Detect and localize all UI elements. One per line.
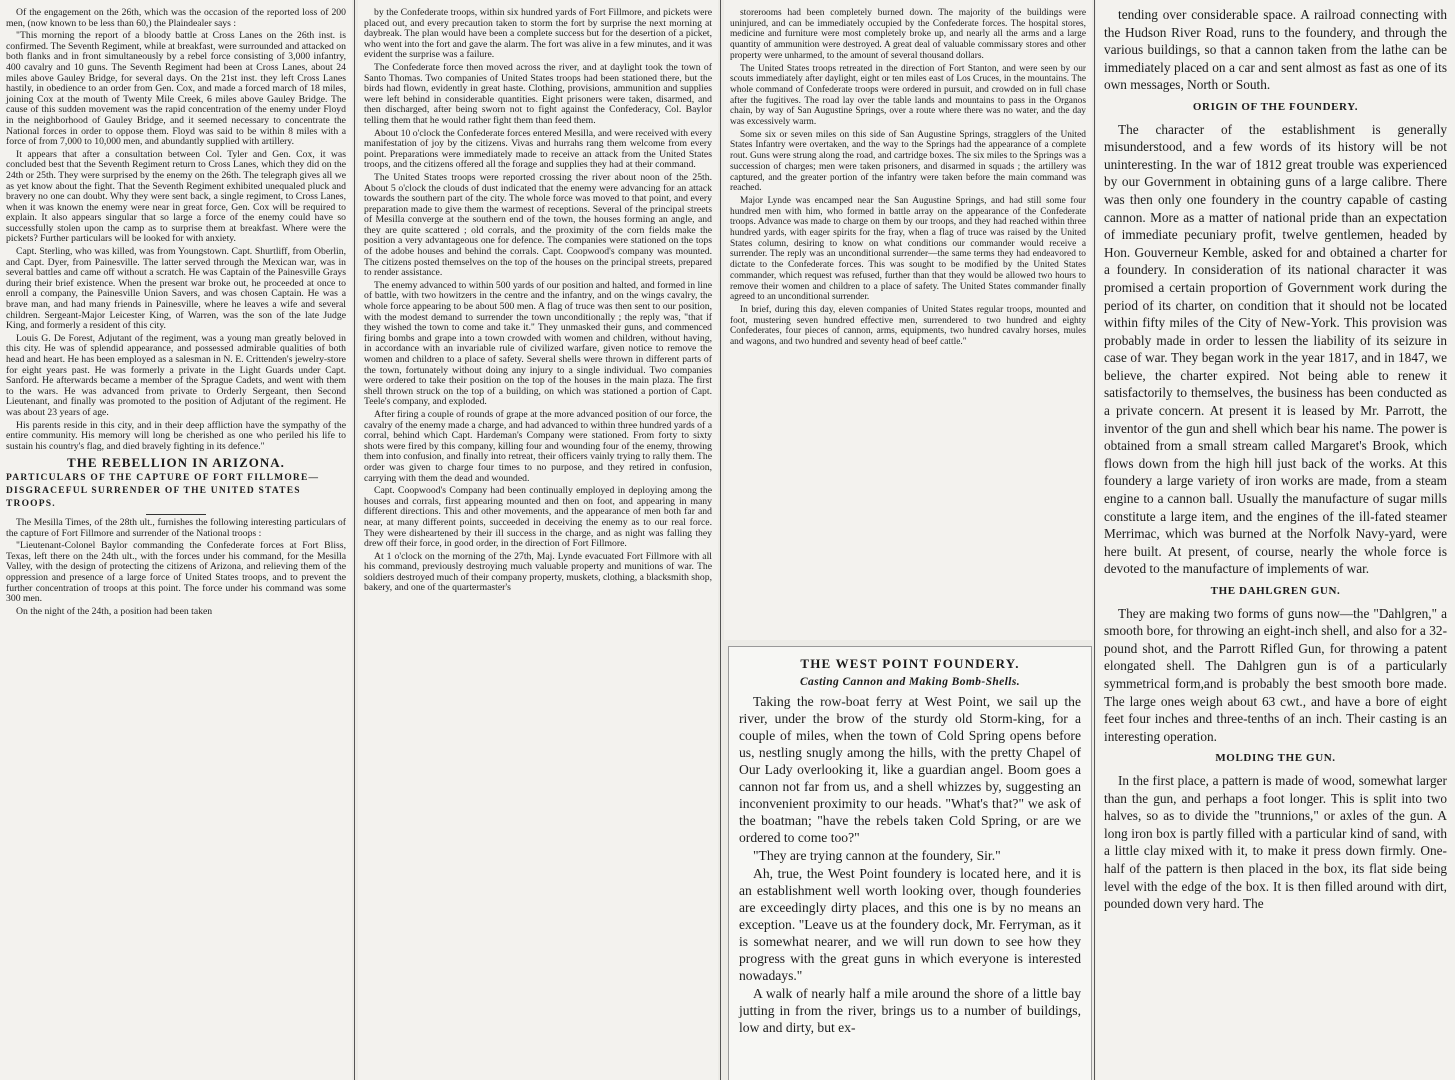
column-3-top: [724, 0, 1092, 640]
headline-west-point-foundery: THE WEST POINT FOUNDERY.: [800, 656, 1020, 671]
article-arizona-continued: [364, 8, 712, 594]
paragraph: The United States troops were reported crossing the river about noon of the 25th. About 5 o'clock the clouds of dust indicated that the enemy were advancing for an attack towards the southern part of the city. The whole force was moved to that point, and every preparation made to give them the warmest of receptions. Several of the principal streets of Mesilla converge at the southern end of the town, the houses forming an angle, and they are quite scattered ; old corrals, and the proximity of the corn fields make the position a very advantageous one for defence. The companies were stationed on the tops of the adobe houses and behind the corrals. Capt. Coopwood's company was mounted. The citizens posted themselves on the top of the houses on the principal streets, prepared to render assistance.: [364, 171, 712, 279]
paragraph: "Lieutenant-Colonel Baylor commanding the Confederate forces at Fort Bliss, Texas, left there on the 24th ult., with the forces under his command, for the Mesilla Valley, with the design of protecting the citizens of Arizona, and relieving them of the oppression and presence of a large force of United States troops, and to prevent the further concentration of troops at this point. The force under his command was some 300 men.: [6, 540, 346, 605]
paragraph: A walk of nearly half a mile around the shore of a little bay jutting in from the river, brings us to a number of buildings, low and dirty, but ex-: [739, 986, 1081, 1035]
subheadline-fort-fillmore: PARTICULARS OF THE CAPTURE OF FORT FILLMORE—DISGRACEFUL SURRENDER OF THE UNITED STATES TROOPS.: [6, 472, 320, 509]
column-rule: [1094, 0, 1095, 1080]
divider: [146, 514, 206, 515]
paragraph: Taking the row-boat ferry at West Point, we sail up the river, under the brow of the sturdy old Storm-king, for a couple of miles, when the town of Cold Spring opens before us, nestling snugly among the hills, with the pretty Chapel of Our Lady overlooking it, like a guardian angel. Boom goes a cannon not far from us, and a shell whizzes by, suggesting an inconvenient proximity to our heads. "What's that?" we ask of the boatman; "have the rebels taken Cold Spring, or are we ordered to come too?": [739, 694, 1081, 845]
paragraph: Louis G. De Forest, Adjutant of the regiment, was a young man greatly beloved in this city. He was of splendid appearance, and possessed admirable qualities of both head and heart. He has been employed as a salesman in N. E. Crittenden's jewelry-store for eight years past. He was formerly a private in the Light Guards under Capt. Sanford. He afterwards became a member of the Sprague Cadets, and went with them to the wars. He was advanced from private to Orderly Sergeant, then Second Lieutenant, and finally was promoted to the position of Adjutant of the regiment. He was about 23 years of age.: [6, 332, 346, 418]
column-3-bottom-clipping: [728, 646, 1092, 1080]
paragraph: In brief, during this day, eleven companies of United States regular troops, mounted and foot, mustering seven hundred effective men, surrendered to two hundred and eighty Confederates, four pieces of cannon, arms, equipments, two hundred cavalry horses, mules and wagons, and two hundred and seventy head of beef cattle.": [730, 304, 1086, 348]
section-head-dahlgren: THE DAHLGREN GUN.: [1210, 585, 1341, 597]
paragraph: by the Confederate troops, within six hundred yards of Fort Fillmore, and pickets were placed out, and every precaution taken to storm the fort by surprise the next morning at daybreak. The plan would have been a complete success but for the desertion of a picket, who went into the fort and gave the alarm. The fort was alive in a few minutes, and it was evident the surprise was a failure.: [364, 7, 712, 61]
column-rule: [720, 0, 721, 1080]
paragraph: Capt. Sterling, who was killed, was from Youngstown. Capt. Shurtliff, from Oberlin, and Capt. Dyer, from Painesville. The latter served through the Mexican war, was in several battles and came off without a scratch. He was Captain of the Painesville Grays during their brief existence. When the present war broke out, he proceeded at once to enroll a company, the Painesville Union Savers, and was chosen Captain. He was a brave man, and had many friends in Painesville, where he leaves a wife and several children. Sergeant-Major Leicester King, of Warren, was the son of the late Judge King, and formerly a resident of this city.: [6, 246, 346, 332]
paragraph: Ah, true, the West Point foundery is located here, and it is an establishment well worth looking over, though founderies are exceedingly dirty places, and this one is by no means an exception. "Leave us at the foundery dock, Mr. Ferryman, as it is somewhat nearer, and we will run down to see how they progress with the great guns in which everyone is interested nowadays.": [739, 866, 1081, 983]
section-head-origin: ORIGIN OF THE FOUNDERY.: [1192, 100, 1359, 113]
paragraph: They are making two forms of guns now—the "Dahlgren," a smooth bore, for throwing an eight-inch shell, and also for a 32-pound shot, and the Parrott Rifled Gun, for throwing a patent elongated shell. The Dahlgren gun is of a particularly symmetrical form,and is probably the best smooth bore made. The large ones weigh about 63 cwt., and have a bore of eight feet four inches and three-tenths of an inch. Their casting is an interesting operation.: [1104, 605, 1447, 744]
paragraph: It appears that after a consultation between Col. Tyler and Gen. Cox, it was concluded best that the Seventh Regiment return to Cross Lanes, which they did on the 24th or 25th. They were surprised by the enemy on the 26th. The telegraph gives all we as yet know about the fight. That the Seventh Regiment exhibited unequaled pluck and bravery no one can doubt. Why they were sent back, a single regiment, to Cross Lanes, when it was known the enemy were near in great force, Gen. Cox will be required to explain. It also appears singular that so large a force of the enemy could have so successfully stolen upon the camp as to surprise them at breakfast. Where were the pickets? Further particulars will be looked for with anxiety.: [6, 148, 346, 245]
paragraph: Major Lynde was encamped near the San Augustine Springs, and had still some four hundred men with him, who formed in battle array on the appearance of the Confederate troops. Advance was made to charge on them by our troops, and they had reached within three hundred yards, with eager spirits for the fray, when a flag of truce was raised by the United States column, desiring to know on what conditions our commander would receive a surrender. The reply was an unconditional surrender—the same terms they had endeavored to dictate to the Confederate forces. This was sought to be modified by the United States commander, which request was refused, further than that they would be allowed two hours to remove their women and children to a place of safety. The United States commander finally agreed to an unconditional surrender.: [730, 195, 1086, 303]
paragraph: "This morning the report of a bloody battle at Cross Lanes on the 26th inst. is confirmed. The Seventh Regiment, while at breakfast, were surrounded and attacked on both flanks and in front simultaneously by a rebel force consisting of 3,000 infantry, 400 cavalry and 10 guns. The Seventh Regiment had been at Cross Lanes, about 24 miles above Gauley Bridge, for several days. On the 21st inst. they left Cross Lanes hastily, in obedience to an order from Gen. Cox, and made a forced march of 18 miles, joining Cox at the mouth of Twenty Mile Creek, 6 miles above Gauley Bridge. The cause of this sudden movement was the rapid concentration of the enemy under Floyd in the neighborhood of Gauley Bridge, and it seemed necessary to concentrate the National forces in order to oppose them. Floyd was said to be within 8 miles with a force of from 7,000 to 10,000 men, and abundantly supplied with artillery.: [6, 30, 346, 148]
headline-rebellion-arizona: THE REBELLION IN ARIZONA.: [67, 455, 285, 471]
paragraph: Capt. Coopwood's Company had been continually employed in deploying among the houses and corrals, first appearing mounted and then on foot, and appearing in many different directions. This and other movements, and the appearance of men both far and near, at many different points, succeeded in deceiving the enemy as to our real force. They were disheartened by their ill success in the charge, and as night was falling they drew off their force, in good order, in the direction of Fort Fillmore.: [364, 485, 712, 550]
section-dahlgren: [1104, 605, 1447, 746]
article-west-point: [739, 693, 1081, 1036]
section-head-molding: MOLDING THE GUN.: [1215, 752, 1336, 765]
paragraph: His parents reside in this city, and in their deep affliction have the sympathy of the entire community. His memory will long be cherished as one who periled his life to sustain his country's flag, and died bravely fighting in its defence.": [6, 419, 346, 452]
paragraph: In the first place, a pattern is made of wood, somewhat larger than the gun, and perhaps a foot longer. This is split into two halves, so as to divide the "trunnions," or axles of the gun. A long iron box is partly filled with a particular kind of sand, with a little clay mixed with it, to make it press down firmly. One-half of the pattern is then placed in the box, its flat side being level with the edge of the box. It is then filled around with dirt, pounded down very hard. The: [1104, 772, 1447, 912]
paragraph: The character of the establishment is generally misunderstood, and a few words of its history will be not uninteresting. In the war of 1812 great trouble was experienced by our Government in obtaining guns of a large calibre. There was then only one foundery in the country capable of casting cannon. More as a matter of national pride than an expectation of immediate pecuniary profit, twelve gentlemen, headed by Hon. Gouverneur Kemble, asked for and obtained a charter for a foundery. In consideration of its national character it was promised a certain proportion of Government work during the period of its charter, on condition that it should not be located within fifty miles of the City of New-York. This provision was probably made in order to lessen the liability of its seizure in case of war. They began work in the year 1817, and in 1847, we believe, the charter expired. Not being able to renew it satisfactorily to themselves, the business has been conducted as a private concern. At present it is leased by Mr. Parrott, the inventor of the gun and shell which bear his name. The power is obtained from a small stream called Margaret's Brook, which flows down from the high hill just back of the works. At this foundery a large variety of iron works are made, from a steam engine to a cannon ball. Usually the manufacture of sugar mills constitute a large item, and the engines of the ill-fated steamer Merrimac, which was burned at the Norfolk Navy-yard, were here built. At present, of course, nearly the whole force is devoted to the manufacture of implements of war.: [1104, 121, 1447, 577]
column-4: [1096, 0, 1455, 1080]
paragraph: tending over considerable space. A railroad connecting with the Hudson River Road, runs to the foundery, and through the various buildings, so that a cannon taken from the lathe can be immediately placed on a car and sent almost as fast as one of its own messages, North or South.: [1104, 7, 1447, 93]
paragraph: After firing a couple of rounds of grape at the more advanced position of our force, the cavalry of the enemy made a charge, and had advanced to within three hundred yards of a corral, behind which Capt. Hardeman's Company were stationed. From forty to sixty shots were fired by this company, killing four and wounding four of the enemy, throwing them into confusion, and finally into retreat, their officers vainly trying to rally them. The order was given to charge four times to no purpose, and they retired in confusion, carrying with them the dead and wounded.: [364, 408, 712, 484]
subheadline-casting-cannon: Casting Cannon and Making Bomb-Shells.: [799, 676, 1021, 688]
paragraph: storerooms had been completely burned down. The majority of the buildings were uninjured, and can be immediately occupied by the Confederate forces. The hospital stores, medicine and furniture were most completely broke up, and nearly all the arms and a large quantity of ammunition were destroyed. A great deal of valuable commissary stores and other property were unharmed, to the amount of several thousand dollars.: [730, 8, 1086, 61]
article-foundery-continued: [1104, 6, 1447, 94]
section-origin: [1104, 121, 1447, 578]
paragraph: At 1 o'clock on the morning of the 27th, Maj. Lynde evacuated Fort Fillmore with all his command, previously destroying much valuable property and munitions of war. The soldiers destroyed much of their company property, muskets, clothing, a blacksmith shop, bakery, and one of the quartermaster's: [364, 550, 712, 594]
column-1: [0, 0, 352, 1080]
section-molding: [1104, 772, 1447, 913]
paragraph: The Mesilla Times, of the 28th ult., furnishes the following interesting particulars of the capture of Fort Fillmore and surrender of the National troops :: [6, 516, 346, 539]
paragraph: The Confederate force then moved across the river, and at daylight took the town of Santo Thomas. Two companies of United States troops had been stationed there, but the birds had flown, evidently in great haste. Clothing, provisions, ammunition and supplies were left behind in considerable quantities. Eight prisoners were taken, disarmed, and then discharged, after being sworn not to fight against the Confederacy, Col. Baylor telling them that he would rather fight them than feed them.: [364, 61, 712, 126]
article-cross-lanes: [6, 8, 346, 452]
paragraph: About 10 o'clock the Confederate forces entered Mesilla, and were received with every manifestation of joy by the citizens. Vivas and hurrahs rang them welcome from every point. Preparations were immediately made to receive an attack from the United States troops, and the citizens offered all the forage and supplies they had at their command.: [364, 127, 712, 171]
column-rule: [354, 0, 355, 1080]
paragraph: The United States troops retreated in the direction of Fort Stanton, and were seen by our scouts immediately after daylight, eight or ten miles east of Los Cruces, in the mountains. The whole command of Confederate troops were ordered in pursuit, and crowded on in full chase after the fugitives. The road lay over the table lands and mountains to pass in the Organos chain, by way of San Augustine Springs, over a route where there was no water, and the day was excessively warm.: [730, 63, 1086, 128]
paragraph: Of the engagement on the 26th, which was the occasion of the reported loss of 200 men, (now known to be less than 60,) the Plaindealer says :: [6, 7, 346, 29]
paragraph: The enemy advanced to within 500 yards of our position and halted, and formed in line of battle, with two howitzers in the centre and the infantry, and on the wings cavalry, the whole force appearing to be about 500 men. A flag of truce was then sent to our position, with the modest demand to surrender the town unconditionally ; the reply was, "that if they wished the town to come and take it." They unmasked their guns, and commenced firing bombs and grape into a town crowded with women and children, without having, in accordance with an invariable rule of civilized warfare, given notice to remove the women and children to a place of safety. Several shells were thrown in different parts of the town, fortunately without doing any injury to a single individual. Two companies were ordered to take their position on the top of the houses in the main plaza. The first shell thrown struck on the top of a building, on which was stationed a portion of Capt. Teele's company, and exploded.: [364, 279, 712, 408]
column-2: [358, 0, 718, 1080]
article-arizona: [6, 518, 346, 617]
paragraph: Some six or seven miles on this side of San Augustine Springs, stragglers of the United States Infantry were overtaken, and the way to the Springs had the appearance of a complete rout. Guns were strung along the road, and cartridge boxes. The six miles to the Springs was a succession of charges; men were taken prisoners, and disarmed in squads ; the artillery was captured, and the greater portion of the infantry were taken before the main command was reached.: [730, 129, 1086, 194]
article-arizona-conclusion: [730, 8, 1086, 348]
paragraph: "They are trying cannon at the foundery, Sir.": [753, 848, 1001, 863]
paragraph: On the night of the 24th, a position had been taken: [16, 605, 213, 617]
